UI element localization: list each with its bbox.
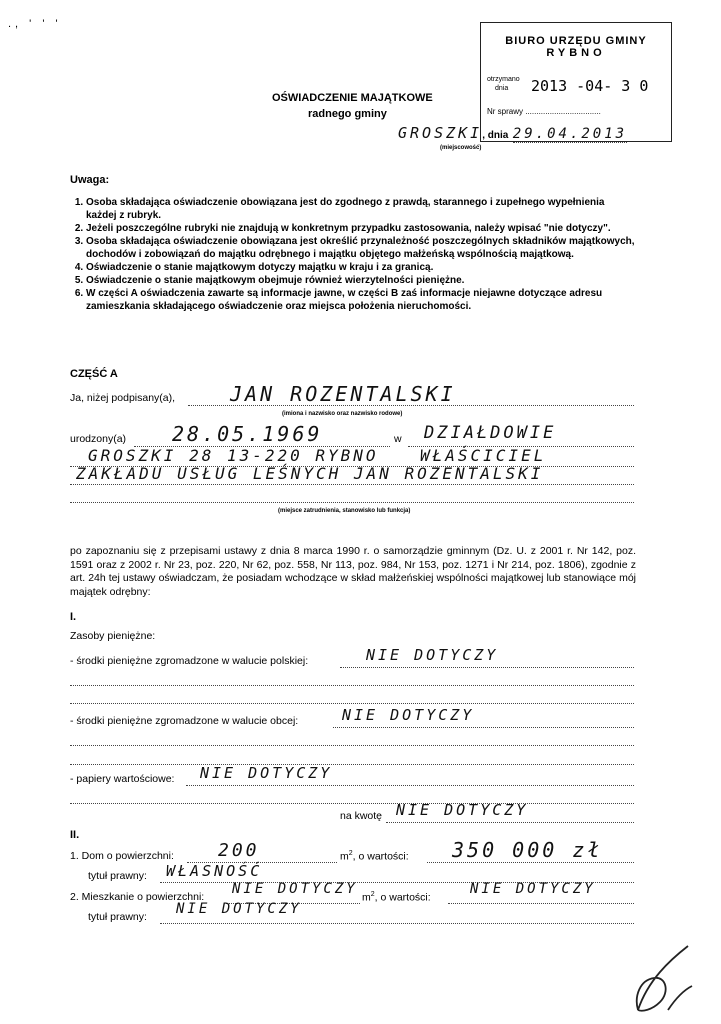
undersigned-label: Ja, niżej podpisany(a), xyxy=(70,392,176,404)
flat-value-label: , o wartości: xyxy=(374,891,431,904)
stamp-case-label: Nr sprawy xyxy=(487,107,524,116)
birth-place: DZIAŁDOWIE xyxy=(424,423,557,443)
place-date-separator: , dnia xyxy=(482,130,509,141)
flat-label: 2. Mieszkanie o powierzchni: xyxy=(70,891,205,903)
flat-area: NIE DOTYCZY xyxy=(232,881,358,897)
note-item: 4. Oświadczenie o stanie majątkowym dotyczy majątku w kraju i za granicą. xyxy=(86,261,636,274)
house-value: 350 000 zł xyxy=(452,838,603,862)
flat-value-line xyxy=(448,903,634,904)
flat-title-line xyxy=(160,923,634,924)
name-caption: (imiona i nazwisko oraz nazwisko rodowe) xyxy=(282,411,403,417)
foreign-value: NIE DOTYCZY xyxy=(342,706,475,724)
house-m2 xyxy=(340,850,409,863)
page-subtitle: radnego gminy xyxy=(308,108,387,120)
house-m2-unit: m xyxy=(340,850,349,863)
flat-m2 xyxy=(362,891,431,904)
stamp-received-label: otrzymano xyxy=(487,76,520,83)
intro-paragraph: po zapoznaniu się z przepisami ustawy z dnia 8 marca 1990 r. o samorządzie gminnym (Dz. U. z 2001 r. Nr 142, poz. 1591 oraz z 2002 r. Nr 23, poz. 220, Nr 62, poz. 558, Nr 113, poz. 984, Nr 153, poz. 1271 i Nr 214, poz. 1806), zgodnie z art. 24h tej ustawy oświadczam, że posiadam wchodzące w skład małżeńskiej wspólności majątkowej lub stanowiące mój majątek odrębny: xyxy=(70,545,636,598)
securities-line-2 xyxy=(70,803,634,804)
flat-m2-unit: m xyxy=(362,891,371,904)
declaration-date: 29.04.2013 xyxy=(512,126,628,142)
employer-value: ZAKŁADU USŁUG LEŚNYCH JAN ROZENTALSKI xyxy=(76,464,544,483)
note-item: 5. Oświadczenie o stanie majątkowym obejmuje również wierzytelności pieniężne. xyxy=(86,274,636,287)
note-item: 6. W części A oświadczenia zawarte są informacje jawne, w części B zaś informacje niejawne dotyczące adresu zamieszkania składającego oświadczenie oraz miejsca położenia nieruchomości. xyxy=(86,287,636,313)
note-item: 1. Osoba składająca oświadczenie obowiązana jest do zgodnego z prawdą, starannego i zupełnego wypełnienia każdej z rubryk. xyxy=(86,196,636,222)
house-area: 200 xyxy=(218,840,260,861)
stamp-case-number: Nr sprawy .................................. xyxy=(487,107,601,116)
house-title-label: tytuł prawny: xyxy=(88,870,147,882)
stamp-office-line1: BIURO URZĘDU GMINY xyxy=(505,35,647,47)
securities-label: - papiery wartościowe: xyxy=(70,773,175,785)
page-title: OŚWIADCZENIE MAJĄTKOWE xyxy=(272,92,433,104)
corner-marks: ., ' ' ' xyxy=(8,18,62,30)
pln-label: - środki pieniężne zgromadzone w walucie polskiej: xyxy=(70,655,309,667)
house-title-value: WŁASNOŚĆ xyxy=(166,862,263,880)
signature-initials xyxy=(630,940,698,1018)
securities-line xyxy=(186,785,634,786)
stamp-received-date: 2013 -04- 3 0 xyxy=(531,77,649,95)
employer-line-2 xyxy=(70,502,634,503)
amount-value: NIE DOTYCZY xyxy=(396,801,529,819)
pln-value: NIE DOTYCZY xyxy=(366,646,499,664)
pln-line xyxy=(340,667,634,668)
address-value: GROSZKI 28 13-220 RYBNO xyxy=(88,446,379,465)
pln-line-3 xyxy=(70,703,634,704)
declarant-name: JAN ROZENTALSKI xyxy=(230,382,456,406)
place-date-row xyxy=(398,124,680,143)
flat-title-label: tytuł prawny: xyxy=(88,911,147,923)
stamp-office-line2: RYBNO xyxy=(546,47,606,59)
in-label: w xyxy=(394,433,402,445)
section-1-number: I. xyxy=(70,611,77,623)
notes-heading: Uwaga: xyxy=(70,174,110,186)
note-item: 2. Jeżeli poszczególne rubryki nie znajdują w konkretnym przypadku zastosowania, należy wpisać "nie dotyczy". xyxy=(86,222,636,235)
section-2-number: II. xyxy=(70,829,80,841)
employer-caption: (miejsce zatrudnienia, stanowisko lub funkcja) xyxy=(278,508,411,514)
place-caption: (miejscowość) xyxy=(440,145,482,151)
position-value: WŁAŚCICIEL xyxy=(420,446,547,465)
part-a-heading: CZĘŚĆ A xyxy=(70,368,118,380)
flat-m2-sup: 2 xyxy=(370,891,375,898)
house-value-line xyxy=(427,862,634,863)
securities-value: NIE DOTYCZY xyxy=(200,764,333,782)
foreign-line-2 xyxy=(70,745,634,746)
section-1-heading: Zasoby pieniężne: xyxy=(70,630,156,642)
employer-line xyxy=(70,484,634,485)
born-label: urodzony(a) xyxy=(70,433,127,445)
house-value-label: , o wartości: xyxy=(352,850,409,863)
pln-line-2 xyxy=(70,685,634,686)
house-label: 1. Dom o powierzchni: xyxy=(70,850,174,862)
stamp-date-label: dnia xyxy=(495,85,509,92)
notes-list xyxy=(86,196,636,313)
foreign-line xyxy=(333,727,634,728)
house-m2-sup: 2 xyxy=(348,850,353,857)
amount-line xyxy=(386,822,634,823)
note-item: 3. Osoba składająca oświadczenie obowiązana jest określić przynależność poszczególnych składników majątkowych, dochodów i zobowiązań do majątku odrębnego i majątku objętego małżeńską wspólnością majątkową. xyxy=(86,235,636,261)
flat-value: NIE DOTYCZY xyxy=(470,881,596,897)
place-value: GROSZKI xyxy=(398,124,483,142)
amount-label: na kwotę xyxy=(340,810,383,822)
foreign-label: - środki pieniężne zgromadzone w walucie obcej: xyxy=(70,715,299,727)
flat-title-value: NIE DOTYCZY xyxy=(176,901,302,917)
foreign-line-3 xyxy=(70,764,634,765)
birth-date: 28.05.1969 xyxy=(172,422,323,446)
